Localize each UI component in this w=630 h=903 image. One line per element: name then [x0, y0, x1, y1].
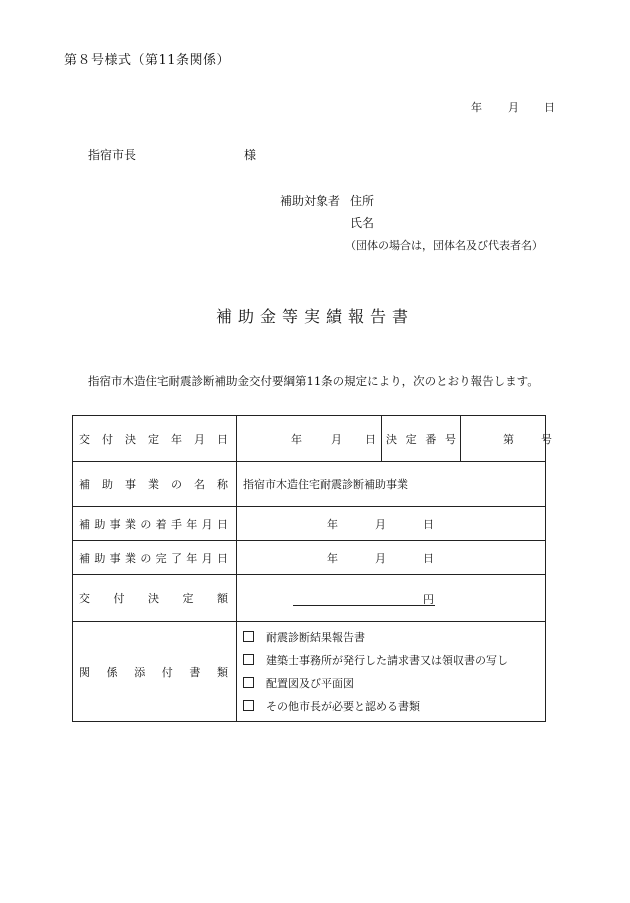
- label-char: 番: [425, 432, 437, 446]
- completion-date-label: [73, 541, 237, 575]
- attachments-list: [237, 626, 545, 718]
- table-row: [73, 416, 546, 462]
- label-char: 日: [216, 551, 228, 565]
- label-char: 助: [94, 517, 106, 531]
- spread-label: [79, 476, 236, 492]
- start-date-value: [237, 507, 546, 541]
- attachment-label: 建築士事務所が発行した請求書又は領収書の写し: [266, 653, 508, 667]
- amount-field: [237, 575, 545, 621]
- document-title: 補助金等実績報告書: [215, 307, 414, 326]
- intro-statement: 指宿市木造住宅耐震診断補助金交付要綱第11条の規定により，次のとおり報告します。: [88, 374, 539, 388]
- label-char: 事: [109, 517, 121, 531]
- label-char: 業: [124, 517, 136, 531]
- label-char: 年: [186, 517, 198, 531]
- label-char: 補: [79, 517, 90, 531]
- grant-amount-value: [237, 575, 546, 622]
- attachment-label: その他市長が必要と認める書類: [266, 699, 420, 713]
- year-label: 年: [291, 432, 302, 446]
- spread-label: [79, 664, 236, 680]
- spread-label: [386, 431, 460, 447]
- address-label: 住所: [350, 194, 375, 208]
- label-char: 補: [79, 478, 90, 491]
- list-item: [243, 649, 545, 672]
- number-prefix: 第: [503, 432, 514, 446]
- name-label: 氏名: [350, 216, 375, 230]
- spread-label: [79, 550, 236, 566]
- label-char: 称: [217, 478, 228, 491]
- organization-note: （団体の場合は，団体名及び代表者名）: [345, 239, 543, 252]
- label-char: 定: [148, 432, 159, 446]
- report-table: [72, 415, 552, 722]
- table-row: [73, 507, 546, 541]
- label-char: の: [140, 517, 152, 531]
- decision-number-label: [382, 416, 461, 462]
- label-char: 着: [155, 517, 167, 531]
- date-month-label: 月: [508, 101, 519, 114]
- label-char: 年: [186, 551, 198, 565]
- year-label: 年: [327, 517, 338, 531]
- month-label: 月: [331, 432, 342, 446]
- checkbox[interactable]: [243, 654, 254, 665]
- table-row: [73, 541, 546, 575]
- label-char: 交: [79, 592, 90, 605]
- date-year-label: 年: [471, 101, 482, 114]
- attachment-label: 配置図及び平面図: [266, 676, 354, 690]
- label-char: 決: [125, 432, 136, 446]
- label-char: 業: [148, 478, 159, 491]
- attachments-label: [73, 622, 237, 722]
- label-char: 日: [216, 517, 228, 531]
- number-inline: [461, 416, 552, 461]
- year-label: 年: [327, 551, 338, 565]
- attachment-label: 耐震診断結果報告書: [266, 630, 365, 644]
- label-char: 手: [170, 517, 182, 531]
- attachments-list-cell: [237, 622, 546, 722]
- date-inline: [237, 416, 381, 461]
- list-item: [243, 626, 545, 649]
- label-char: 付: [102, 432, 113, 446]
- label-char: 係: [106, 665, 118, 679]
- table-row: [73, 622, 546, 722]
- checkbox[interactable]: [243, 677, 254, 688]
- label-char: 決: [148, 592, 159, 605]
- spread-label: [79, 431, 236, 447]
- day-label: 日: [365, 432, 376, 446]
- form-number: 第８号様式（第11条関係）: [64, 53, 231, 68]
- label-char: の: [171, 478, 182, 491]
- label-char: 定: [405, 432, 417, 446]
- label-char: 助: [102, 478, 113, 491]
- amount-underline: [293, 605, 435, 606]
- decision-date-label: [73, 416, 237, 462]
- label-char: 書: [189, 665, 201, 679]
- project-name-value: 指宿市木造住宅耐震診断補助事業: [237, 462, 546, 507]
- label-char: 付: [113, 592, 125, 605]
- day-label: 日: [423, 517, 434, 531]
- date-inline: [237, 507, 545, 540]
- applicant-label: 補助対象者: [280, 194, 341, 208]
- project-name-label: [73, 462, 237, 507]
- completion-date-value: [237, 541, 546, 575]
- decision-number-value: [461, 416, 552, 462]
- checkbox[interactable]: [243, 631, 254, 642]
- label-char: 日: [217, 432, 228, 446]
- honorific: 様: [244, 148, 257, 162]
- table-row: [73, 462, 546, 507]
- month-label: 月: [375, 551, 386, 565]
- spread-label: [79, 590, 236, 606]
- label-char: 月: [201, 517, 213, 531]
- label-char: 交: [79, 432, 90, 446]
- day-label: 日: [423, 551, 434, 565]
- label-char: 関: [79, 665, 90, 679]
- spread-label: [79, 516, 236, 532]
- label-char: 助: [94, 551, 106, 565]
- label-char: 了: [170, 551, 182, 565]
- label-char: 事: [109, 551, 121, 565]
- date-day-label: 日: [544, 101, 555, 114]
- label-char: 類: [216, 665, 228, 679]
- date-inline: [237, 541, 545, 574]
- label-char: 補: [79, 551, 90, 565]
- number-suffix: 号: [541, 432, 552, 446]
- label-char: の: [140, 551, 152, 565]
- grant-amount-label: [73, 575, 237, 622]
- yen-unit: 円: [423, 593, 434, 606]
- start-date-label: [73, 507, 237, 541]
- label-char: 号: [444, 432, 456, 446]
- checkbox[interactable]: [243, 700, 254, 711]
- label-char: 決: [386, 432, 397, 446]
- label-char: 月: [201, 551, 213, 565]
- label-char: 完: [155, 551, 167, 565]
- label-char: 額: [217, 592, 228, 605]
- month-label: 月: [375, 517, 386, 531]
- label-char: 名: [194, 478, 205, 491]
- list-item: [243, 672, 545, 695]
- decision-date-value: [237, 416, 382, 462]
- table-row: [73, 575, 546, 622]
- label-char: 付: [161, 665, 173, 679]
- label-char: 定: [182, 592, 194, 605]
- list-item: [243, 695, 545, 718]
- label-char: 年: [171, 432, 182, 446]
- label-char: 業: [124, 551, 136, 565]
- label-char: 事: [125, 478, 136, 491]
- label-char: 月: [194, 432, 205, 446]
- label-char: 添: [134, 665, 146, 679]
- addressee: 指宿市長: [88, 148, 137, 162]
